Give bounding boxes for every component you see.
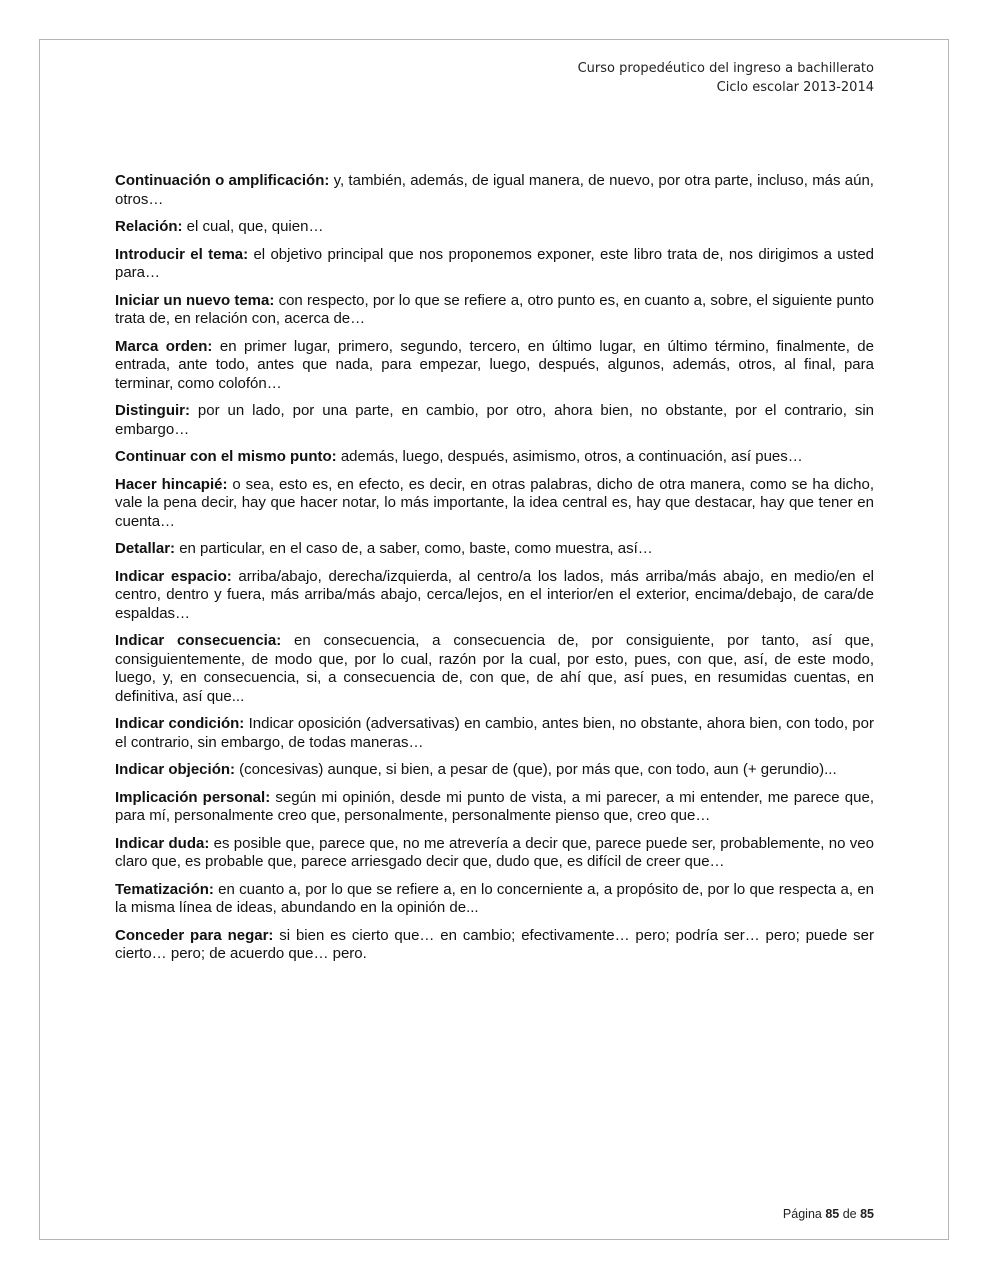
entry-text: y, también, además, de igual manera, de nuevo, por otra parte, incluso, más aún, otros… xyxy=(115,172,874,208)
entry-term: Conceder para negar: xyxy=(115,926,274,944)
list-item xyxy=(115,172,874,209)
page-total-number: 85 xyxy=(860,1207,874,1221)
entry-term: Indicar objeción: xyxy=(115,761,236,778)
list-item xyxy=(115,835,874,872)
entry-text: en cuanto a, por lo que se refiere a, en lo concerniente a, a propósito de, por lo que respecta a, en la misma línea de ideas, abundando en la opinión de... xyxy=(115,880,874,916)
list-item xyxy=(115,789,874,826)
list-item xyxy=(115,402,874,439)
entry-term: Implicación personal: xyxy=(115,788,271,806)
entry-text: si bien es cierto que… en cambio; efectivamente… pero; podría ser… pero; puede ser cierto… pero; de acuerdo que… pero. xyxy=(115,926,874,962)
entry-term: Indicar duda: xyxy=(115,834,210,852)
list-item xyxy=(115,246,874,283)
entry-text: con respecto, por lo que se refiere a, otro punto es, en cuanto a, sobre, el siguiente punto trata de, en relación con, acerca de… xyxy=(115,291,875,327)
list-item xyxy=(115,715,874,752)
list-item xyxy=(115,632,874,706)
page-of-label: de xyxy=(839,1207,861,1221)
page-header xyxy=(578,59,874,97)
entry-term: Indicar espacio: xyxy=(115,567,232,585)
connectors-list xyxy=(115,172,874,973)
entry-text: en particular, en el caso de, a saber, como, baste, como muestra, así… xyxy=(175,540,653,557)
entry-text: Indicar oposición (adversativas) en cambio, antes bien, no obstante, ahora bien, con todo, por el contrario, sin embargo, de todas maneras… xyxy=(115,715,874,751)
header-school-year: Ciclo escolar 2013-2014 xyxy=(716,80,874,95)
page-current-number: 85 xyxy=(825,1207,840,1221)
entry-term: Indicar condición: xyxy=(115,715,245,732)
entry-term: Continuar con el mismo punto: xyxy=(115,448,337,465)
entry-text: o sea, esto es, en efecto, es decir, en otras palabras, dicho de otra manera, como se ha dicho, vale la pena decir, hay que hacer notar, lo más importante, la idea central es, hay que destacar, hay que tener en cuenta… xyxy=(115,475,874,530)
list-item xyxy=(115,476,874,532)
entry-term: Continuación o amplificación: xyxy=(115,172,330,189)
entry-text: arriba/abajo, derecha/izquierda, al centro/a los lados, más arriba/más abajo, en medio/en el centro, dentro y fuera, más arriba/más abajo, cerca/lejos, en el interior/en el exterior, encima/debajo, de cara/de espaldas… xyxy=(115,567,874,622)
entry-term: Detallar: xyxy=(115,540,176,557)
page-footer xyxy=(783,1207,874,1221)
entry-text: es posible que, parece que, no me atrevería a decir que, parece puede ser, probablemente, no veo claro que, es probable que, parece arriesgado decir que, dudo que, es difícil de creer que… xyxy=(115,834,874,870)
page-label: Página xyxy=(782,1207,826,1221)
entry-text: además, luego, después, asimismo, otros, a continuación, así pues… xyxy=(336,448,803,465)
entry-text: el cual, que, quien… xyxy=(182,218,324,235)
entry-text: según mi opinión, desde mi punto de vista, a mi parecer, a mi entender, me parece que, para mí, personalmente creo que, personalmente, personalmente pienso que, creo que… xyxy=(115,788,874,824)
entry-term: Hacer hincapié: xyxy=(115,475,228,493)
entry-term: Distinguir: xyxy=(115,402,190,419)
entry-text: en consecuencia, a consecuencia de, por consiguiente, por tanto, así que, consiguientemente, de modo que, por lo cual, razón por la cual, por esto, pues, con que, así, de este modo, luego, y, en consecuencia, si, a consecuencia de, con que, de ahí que, así pues, en resumidas cuentas, en definitiva, así que... xyxy=(115,632,874,705)
entry-term: Iniciar un nuevo tema: xyxy=(115,291,275,309)
entry-text: (concesivas) aunque, si bien, a pesar de (que), por más que, con todo, aun (+ gerundio)... xyxy=(235,761,837,778)
entry-term: Marca orden: xyxy=(115,337,213,355)
entry-text: por un lado, por una parte, en cambio, por otro, ahora bien, no obstante, por el contrario, sin embargo… xyxy=(115,402,874,438)
list-item xyxy=(115,568,874,624)
header-course-title: Curso propedéutico del ingreso a bachillerato xyxy=(577,61,874,76)
list-item xyxy=(115,292,874,329)
list-item xyxy=(115,338,874,394)
entry-term: Relación: xyxy=(115,218,183,235)
entry-term: Introducir el tema: xyxy=(115,245,249,263)
entry-term: Indicar consecuencia: xyxy=(115,632,282,649)
list-item xyxy=(115,540,874,559)
entry-term: Tematización: xyxy=(115,880,214,898)
list-item xyxy=(115,218,874,237)
entry-text: en primer lugar, primero, segundo, tercero, en último lugar, en último término, finalmente, de entrada, ante todo, antes que nada, para empezar, luego, después, algunos, además, otros, al final, para terminar, como colofón… xyxy=(115,337,874,392)
list-item xyxy=(115,761,874,780)
list-item xyxy=(115,927,874,964)
list-item xyxy=(115,448,874,467)
list-item xyxy=(115,881,874,918)
entry-text: el objetivo principal que nos proponemos exponer, este libro trata de, nos dirigimos a usted para… xyxy=(115,245,875,281)
